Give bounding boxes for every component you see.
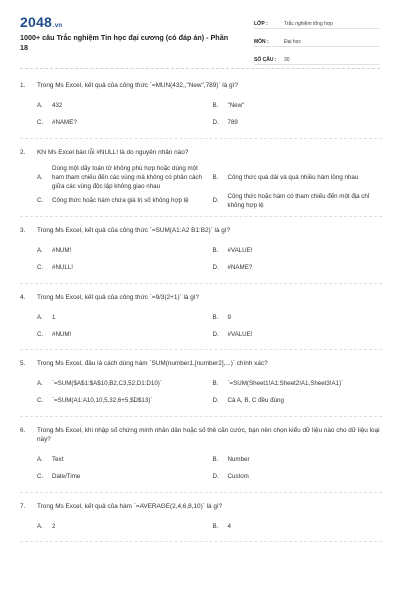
answer-option[interactable] xyxy=(37,452,207,469)
question-text: Khi Ms Excel báo lỗi #NULL! là do nguyên nhân nào? xyxy=(37,148,189,156)
answer-option[interactable] xyxy=(213,98,383,115)
question-number: 2. xyxy=(20,148,26,156)
option-text: #NUM! xyxy=(52,330,72,338)
option-letter: C. xyxy=(37,330,44,338)
answer-option[interactable] xyxy=(213,243,383,260)
question-text-row xyxy=(20,293,382,303)
option-letter: A. xyxy=(37,456,43,464)
answer-option[interactable] xyxy=(213,309,383,326)
answer-option[interactable] xyxy=(37,326,207,343)
answer-option[interactable] xyxy=(37,469,207,486)
option-letter: C. xyxy=(37,119,44,127)
option-text: #VALUE! xyxy=(227,330,253,338)
question-number: 1. xyxy=(20,82,26,89)
option-letter: A. xyxy=(37,174,43,182)
answer-option[interactable] xyxy=(213,469,383,486)
question-text: Trong Ms Excel, đâu là cách dùng hàm `SUM(number1,[number2],...)` chính xác? xyxy=(37,360,268,368)
logo-suffix: .vn xyxy=(52,23,63,29)
option-text: #NAME? xyxy=(52,119,77,127)
answer-option[interactable] xyxy=(37,309,207,326)
option-text: 1 xyxy=(52,313,56,321)
option-letter: C. xyxy=(37,197,44,205)
answer-options xyxy=(20,98,382,132)
answer-option[interactable] xyxy=(213,260,383,277)
option-text: 4 xyxy=(227,522,231,530)
answer-option[interactable] xyxy=(37,243,207,260)
answer-option[interactable] xyxy=(213,376,383,393)
option-letter: A. xyxy=(37,247,43,255)
page-title: 1000+ câu Trắc nghiệm Tin học đại cương (có đáp án) - Phần 18 xyxy=(20,33,229,52)
question-number: 3. xyxy=(20,227,26,235)
option-text: Cả A, B, C đều đúng xyxy=(227,397,284,405)
answer-option[interactable] xyxy=(37,518,207,535)
option-letter: D. xyxy=(212,397,219,405)
answer-option[interactable] xyxy=(37,393,207,410)
answer-option[interactable] xyxy=(37,260,207,277)
option-text: Công thức quá dài và quá nhiều hàm lồng nhau xyxy=(227,174,359,182)
page-header xyxy=(0,0,400,72)
question-list xyxy=(20,72,382,542)
option-text: Number xyxy=(227,456,250,464)
question-item xyxy=(20,493,382,543)
question-text-row xyxy=(20,148,382,158)
answer-options xyxy=(20,164,382,210)
option-text: Date/Time xyxy=(52,473,81,481)
question-text-row xyxy=(20,359,382,369)
site-logo[interactable] xyxy=(20,14,62,30)
option-letter: C. xyxy=(37,264,44,272)
quiz-meta xyxy=(254,14,380,68)
option-text: Dùng một dãy toán tử không phù hợp hoặc dùng một ham tham chiếu đến các vùng mà không có phân cách giữa các vùng độc lập không giao nhau xyxy=(52,165,202,191)
question-text: Trong Ms Excel, kết quả của công thức `=MUN(432,,"New",789)` là gì? xyxy=(37,82,238,89)
option-letter: A. xyxy=(37,313,43,321)
option-text: `=SUM($A$1:$A$10,B2,C3,52,D1:D10)` xyxy=(52,380,162,388)
option-letter: B. xyxy=(212,456,219,464)
option-letter: D. xyxy=(212,264,219,272)
option-letter: C. xyxy=(37,397,44,405)
option-letter: D. xyxy=(212,473,219,481)
option-letter: D. xyxy=(212,119,219,127)
question-item xyxy=(20,72,382,139)
question-item xyxy=(20,284,382,351)
option-letter: B. xyxy=(212,174,219,182)
question-text-row xyxy=(20,502,382,512)
question-text: Trong Ms Excel, khi nhập số chứng minh nhân dân hoặc số thẻ căn cước, bạn nên chọn kiểu dữ liệu nào cho dữ liệu loại này? xyxy=(37,426,380,444)
question-item xyxy=(20,139,382,218)
option-text: Công thức hoặc hàm có tham chiếu đến một địa chỉ không hợp lệ xyxy=(227,192,370,209)
answer-options xyxy=(20,243,382,277)
option-letter: B. xyxy=(212,522,219,530)
option-text: Text xyxy=(52,456,64,464)
question-item xyxy=(20,417,382,493)
answer-option[interactable] xyxy=(213,192,383,210)
option-letter: D. xyxy=(212,197,219,205)
option-text: #NAME? xyxy=(227,264,253,272)
header-divider xyxy=(20,68,380,69)
question-number: 4. xyxy=(20,293,26,301)
meta-label: MÔN : xyxy=(254,39,269,45)
question-text: Trong Ms Excel, kết quả của công thức `=SUM(A1:A2 B1:B2)` là gì? xyxy=(37,227,231,235)
answer-option[interactable] xyxy=(213,393,383,410)
answer-option[interactable] xyxy=(213,115,383,132)
answer-option[interactable] xyxy=(37,376,207,393)
option-text: 432 xyxy=(52,102,63,110)
answer-option[interactable] xyxy=(37,164,207,192)
answer-options xyxy=(20,518,382,535)
meta-value: Trắc nghiệm tổng hợp xyxy=(284,21,333,27)
option-text: Công thức hoặc hàm chứa giá trị số không hợp lệ xyxy=(52,197,189,205)
meta-row-class xyxy=(254,14,380,29)
answer-option[interactable] xyxy=(213,164,383,192)
option-text: `=SUM(Sheet1!A1:Sheet2!A1,Sheet3!A1)` xyxy=(227,380,344,388)
answer-option[interactable] xyxy=(213,326,383,343)
meta-value: 30 xyxy=(284,57,290,63)
option-text: `=SUM(A1:A10,10,5,32,6+5,$D$13)` xyxy=(52,397,153,405)
option-text: 789 xyxy=(227,119,238,127)
answer-options xyxy=(20,309,382,343)
answer-option[interactable] xyxy=(37,192,207,210)
question-number: 5. xyxy=(20,360,26,368)
meta-label: LỚP : xyxy=(254,21,268,27)
option-text: 2 xyxy=(52,522,56,530)
option-letter: B. xyxy=(212,313,219,321)
meta-label: SỐ CÂU : xyxy=(254,57,277,63)
question-item xyxy=(20,217,382,284)
logo-text: 2048 xyxy=(20,14,52,30)
question-number: 6. xyxy=(20,426,26,434)
question-text-row xyxy=(20,426,382,445)
option-letter: C. xyxy=(37,473,44,481)
answer-option[interactable] xyxy=(37,115,207,132)
option-text: Custom xyxy=(227,473,249,481)
option-letter: B. xyxy=(212,247,219,255)
question-text-row xyxy=(20,226,382,236)
option-text: #NULL! xyxy=(52,264,73,272)
option-letter: D. xyxy=(212,330,219,338)
meta-row-count xyxy=(254,50,380,65)
option-letter: B. xyxy=(212,380,219,388)
answer-option[interactable] xyxy=(37,98,207,115)
answer-options xyxy=(20,376,382,410)
option-text: 9 xyxy=(227,313,231,321)
question-text: Trong Ms Excel, kết quả của công thức `=9/3(2+1)` là gì? xyxy=(37,293,200,301)
option-letter: B. xyxy=(212,102,219,110)
meta-row-subject xyxy=(254,32,380,47)
question-item xyxy=(20,350,382,417)
meta-value: Đại học xyxy=(284,39,301,45)
answer-option[interactable] xyxy=(213,518,383,535)
question-text-row xyxy=(20,81,382,91)
option-text: "New" xyxy=(227,102,245,110)
option-letter: A. xyxy=(37,522,43,530)
option-text: #NUM! xyxy=(52,247,72,255)
question-text: Trong Ms Excel, kết quả của hàm `=AVERAGE(2,4,6,8,10)` là gì? xyxy=(37,502,223,510)
option-letter: A. xyxy=(37,102,43,110)
option-text: #VALUE! xyxy=(227,247,253,255)
question-number: 7. xyxy=(20,502,26,510)
answer-options xyxy=(20,452,382,486)
answer-option[interactable] xyxy=(213,452,383,469)
option-letter: A. xyxy=(37,380,43,388)
